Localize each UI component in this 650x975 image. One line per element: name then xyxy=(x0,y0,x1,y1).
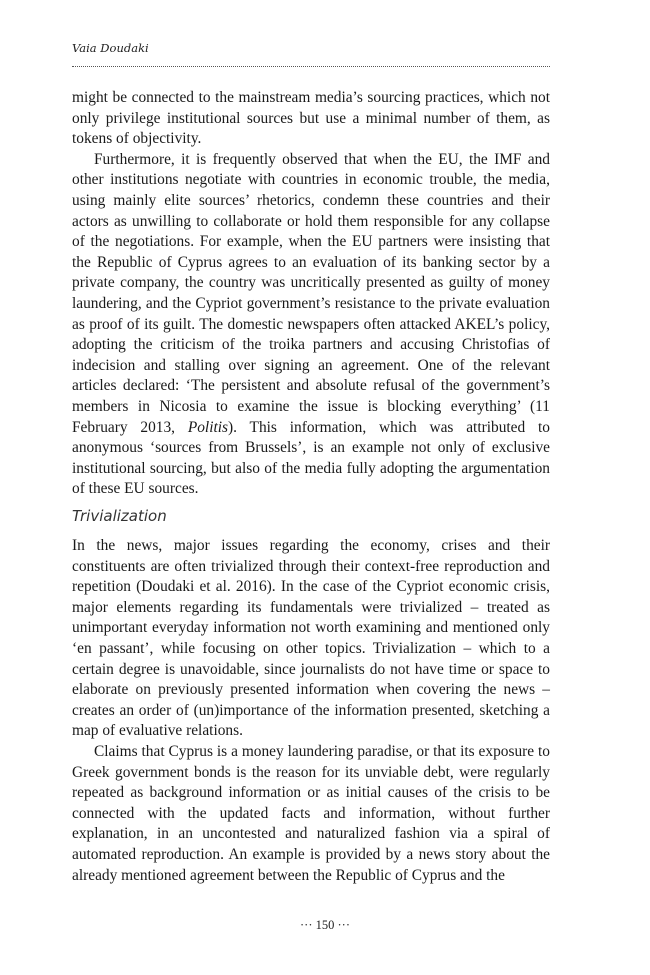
body-text-section-2 xyxy=(72,536,550,886)
section-heading: Trivialization xyxy=(72,507,167,525)
paragraph: Claims that Cyprus is a money laundering paradise, or that its exposure to Greek government bonds is the reason for its unviable debt, were regularly repeated as background information or as initial causes of the crisis to be connected with the updated facts and information, without further explanation, in an uncontested and naturalized fashion via a spiral of automated reproduction. An example is provided by a news story about the already mentioned agreement between the Republic of Cyprus and the xyxy=(72,742,550,884)
page-number: ··· 150 ··· xyxy=(300,918,350,932)
body-text-section-1 xyxy=(72,88,550,500)
paragraph: In the news, major issues regarding the economy, crises and their constituents are often trivialized through their context-free reproduction and repetition (Doudaki et al. 2016). In the case of the Cypriot economic crisis, major elements regarding its fundamentals were trivialized – treated as unimportant everyday information not worth examining and mentioned only ‘en passant’, while focusing on other topics. Trivialization – which to a certain degree is unavoidable, since journalists do not have time or space to elaborate on previously presented information when covering the news – creates an order of (un)importance of the information presented, sketching a map of evaluative relations. xyxy=(72,537,550,740)
paragraph: might be connected to the mainstream media’s sourcing practices, which not only privilege institutional sources but use a minimal number of them, as tokens of objectivity. xyxy=(72,89,550,148)
running-header-author: Vaia Doudaki xyxy=(72,41,149,55)
header-divider xyxy=(72,66,550,67)
italic-citation: Politis xyxy=(187,418,229,436)
paragraph-text: ). This information, which was attributed to anonymous ‘sources from Brussels’, is an example not only of exclusive institutional sourcing, but also of the media fully adopting the argumentation of these EU sources. xyxy=(72,418,550,498)
paragraph-text: Furthermore, it is frequently observed that when the EU, the IMF and other institutions negotiate with countries in economic trouble, the media, using mainly elite sources’ rhetorics, condemn these countries and their actors as unwilling to collaborate or hold them responsible for any collapse of the negotiations. For example, when the EU partners were insisting that the Republic of Cyprus agrees to an evaluation of its banking sector by a private company, the country was uncritically presented as guilty of money laundering, and the Cypriot government’s resistance to the private evaluation as proof of its guilt. The domestic newspapers often attacked AKEL’s policy, adopting the criticism of the troika partners and accusing Christofias of indecision and stalling over signing an agreement. One of the relevant articles declared: ‘The persistent and absolute refusal of the government’s members in Nicosia to examine the issue is blocking everything’ (11 February 2013, xyxy=(72,150,550,436)
paragraph xyxy=(72,150,550,500)
